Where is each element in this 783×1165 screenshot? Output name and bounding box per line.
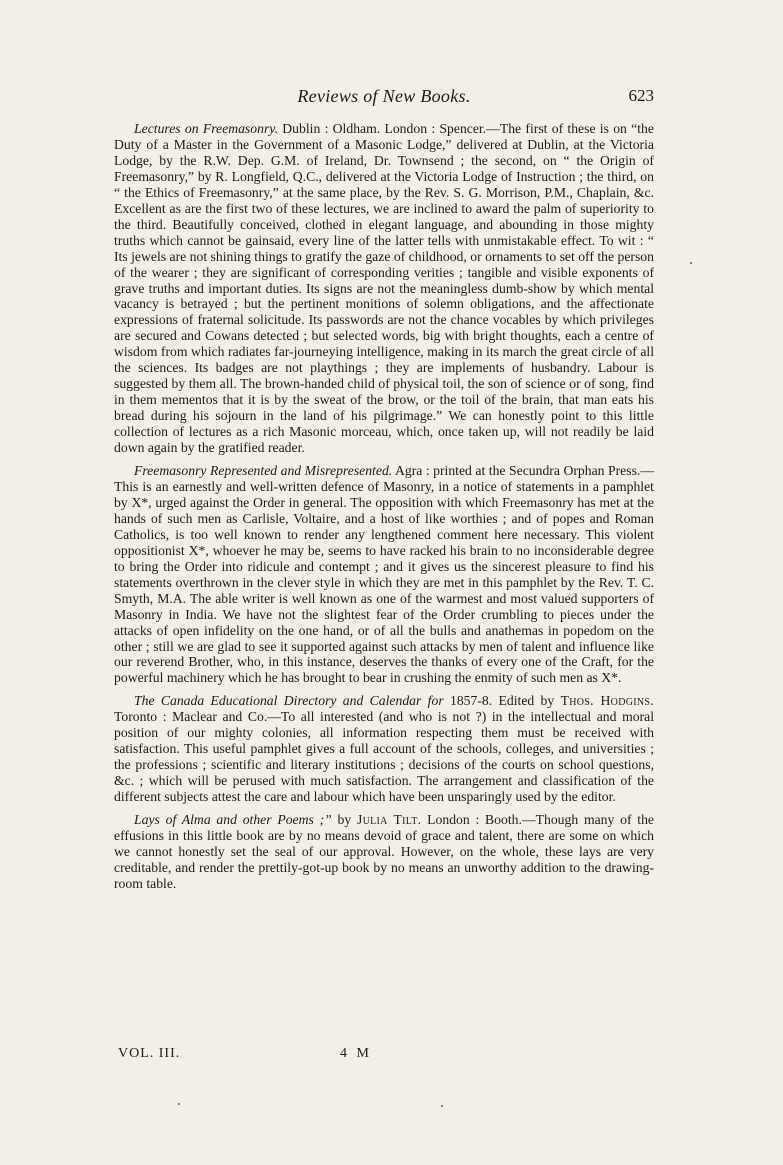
volume-label: VOL. III. xyxy=(118,1046,181,1061)
paper-speck xyxy=(178,1103,180,1105)
review-canada-educational-directory xyxy=(114,693,654,805)
review-text: 1857-8. Edited by Thos. Hodgins. Toronto : Maclear and Co.—To all interested (and who is not ?) in the intellectual and moral position of our mighty colonies, all information respecting them must be received with satisfaction. This useful pamphlet gives a full account of the schools, colleges, and universities ; the professions ; scientific and literary institutions ; decisions of the courts on school questions, &c. ; which will be perused with much satisfaction. The arrangement and classification of the different subjects attest the care and labour which have been unsparingly used by the editor. xyxy=(114,693,654,805)
review-text: by Julia Tilt. London : Booth.—Though many of the effusions in this little book are by no means devoid of grace and talent, there are some on which we cannot honestly set the seal of our approval. However, on the whole, these lays are very creditable, and render the prettily-got-up book by no means an unworthy addition to the drawing-room table. xyxy=(114,812,654,891)
paper-speck xyxy=(441,1105,443,1107)
review-text: Dublin : Oldham. London : Spencer.—The first of these is on “the Duty of a Master in the Government of a Masonic Lodge,” delivered at Dublin, at the Victoria Lodge, by the R.W. Dep. G.M. of Ireland, Dr. Townsend ; the second, on “ the Origin of Freemasonry,” by R. Longfield, Q.C., delivered at the Victoria Lodge of Instruction ; the third, on “ the Ethics of Freemasonry,” at the same place, by the Rev. S. G. Morrison, P.M., Chaplain, &c. Excellent as are the first two of these lectures, we are inclined to award the palm of superiority to the third. Beautifully conceived, clothed in elegant language, and abounding in those mighty truths which cannot be gainsaid, every line of the latter tells with unmistakable effect. To wit : “ Its jewels are not shining things to gratify the gaze of childhood, or ornaments to set off the person of the wearer ; they are significant of corresponding verities ; tangible and visible exponents of grave truths and important duties. Its signs are not the meaningless dumb-show by which mental vacancy is betrayed ; but the pertinent monitions of solemn obligations, and the affectionate expressions of fraternal solicitude. Its passwords are not the chance vocables by which privileges are secured and Cowans detected ; but selected words, big with bright thoughts, each a centre of wisdom from which radiates far-journeying intelligence, making in its march the great circle of all the sciences. Its badges are not playthings ; they are implements of husbandry. Labour is suggested by them all. The brown-handed child of physical toil, the son of science or of song, find in them mementos that it is by the sweat of the brow, or the toil of the brain, that man eats his bread during his sojourn in the land of his pilgrimage.” We can honestly point to this little collection of lectures as a rich Masonic morceau, which, once taken up, will not readily be laid down again by the gratified reader. xyxy=(114,121,654,456)
running-title: Reviews of New Books. xyxy=(297,86,471,106)
review-title: Freemasonry Represented and Misrepresented. xyxy=(134,463,393,479)
review-title: Lectures on Freemasonry. xyxy=(134,121,279,136)
review-freemasonry-represented xyxy=(114,463,654,686)
review-author: Julia Tilt. xyxy=(356,812,422,828)
paper-speck xyxy=(690,262,692,264)
review-lectures-on-freemasonry xyxy=(114,121,654,456)
review-lays-of-alma xyxy=(114,812,654,892)
signature-line xyxy=(118,1046,418,1062)
review-title: The Canada Educational Directory and Calendar for xyxy=(134,693,444,709)
running-head xyxy=(114,86,654,110)
page-number: 623 xyxy=(628,86,654,105)
reviews-body xyxy=(114,121,654,899)
review-author: Thos. Hodgins. xyxy=(560,693,654,709)
review-title: Lays of Alma and other Poems ;” xyxy=(134,812,332,828)
review-text: Agra : printed at the Secundra Orphan Press.—This is an earnestly and well-written defence of Masonry, in a notice of statements in a pamphlet by X*, urged against the Order in general. The opposition with which Freemasonry has met at the hands of such men as Carlisle, Voltaire, and a host of like worthies ; and of popes and Roman Catholics, is too well known to render any lengthened comment here necessary. This violent oppositionist X*, whoever he may be, seems to have racked his brain to no inconsiderable degree to bring the Order into ridicule and contempt ; and it gives us the sincerest pleasure to find his statements overthrown in the clever style in which they are met in this pamphlet by the Rev. T. C. Smyth, M.A. The able writer is well known as one of the warmest and most valued supporters of Masonry in India. We have not the slightest fear of the Order crumbling to pieces under the attacks of open infidelity on the one hand, or of all the bulls and anathemas in popedom on the other ; still we are glad to see it supported against such attacks by men of talent and influence like our reverend Brother, who, in this instance, deserves the thanks of every one of the Craft, for the powerful machinery which he has brought to bear in crushing the enmity of such men as X*. xyxy=(114,463,655,686)
signature-mark: 4 M xyxy=(340,1046,372,1061)
